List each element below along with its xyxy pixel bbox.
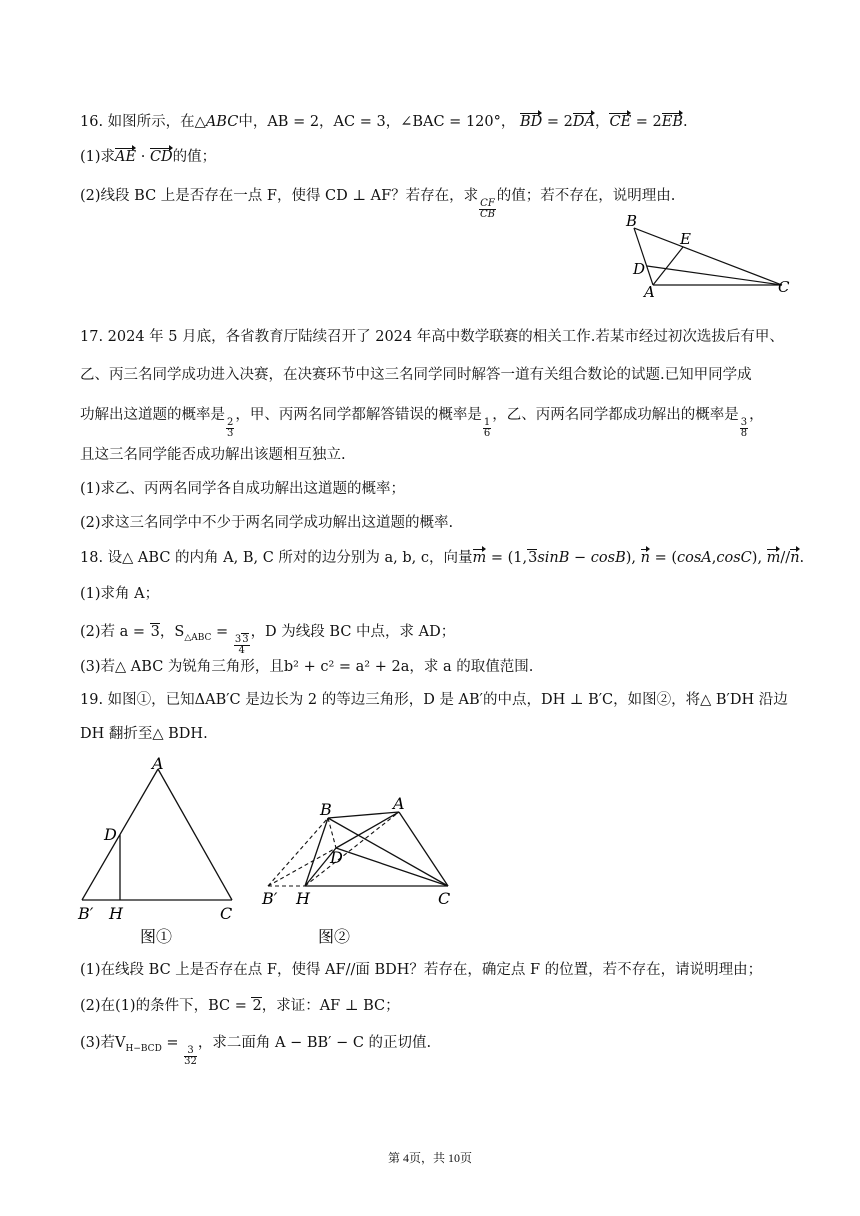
fig2-label-h: H (296, 889, 310, 908)
fig1-caption: 图① (140, 927, 173, 946)
q19-part2: (2)在(1)的条件下，BC = 2，求证：AF ⊥ BC； (80, 998, 400, 1014)
fig2-label-d: D (330, 848, 343, 867)
fig2-label-b1: B′ (262, 889, 278, 908)
q18-part2: (2)若 a = 3，$S_{\triangle ABC}$ = $\frac{33}{4}$ ，D 为线段 BC 中点，求 AD； (80, 624, 456, 656)
fig1-label-a: A (152, 754, 164, 773)
q16-fig-label-c: C (778, 278, 790, 296)
q17-part1: (1)求乙、丙两名同学各自成功解出这道题的概率； (80, 481, 406, 497)
fig1-label-d: D (104, 825, 117, 844)
q17-part2: (2)求这三名同学中不少于两名同学成功解出这道题的概率. (80, 515, 454, 531)
page-footer: 第 4页，共 10页 (387, 1151, 472, 1165)
q19-figure-1 (74, 752, 254, 952)
q16-fig-label-a: A (644, 283, 655, 301)
fig1-label-h: H (109, 904, 123, 923)
q16-stem: 16. 如图所示，在△ABC中，AB = 2，AC = 3，∠BAC = 120°， BD = 2DA，CE = 2EB. (80, 114, 688, 130)
q16-fig-label-e: E (680, 230, 691, 248)
q16-fig-label-d: D (633, 260, 646, 278)
q16-part2: (2)线段 BC 上是否存在一点 F，使得 CD ⊥ AF？若存在，求 $\frac{CF}{CB}$ 的值；若不存在，说明理由. (80, 188, 676, 220)
fig1-label-b1: B′ (78, 904, 94, 923)
fig2-label-b: B (320, 800, 332, 819)
q17-line4: 且这三名同学能否成功解出该题相互独立. (80, 447, 346, 463)
q19-line1: 19. 如图①，已知ΔAB′C 是边长为 2 的等边三角形，D 是 AB′的中点，DH ⊥ B′C，如图②，将△ B′DH 沿边 (80, 692, 788, 708)
fig2-label-a: A (393, 794, 405, 813)
fig1-label-c: C (220, 904, 233, 923)
q18-part3: (3)若△ ABC 为锐角三角形，且b² + c² = a² + 2a，求 a 的取值范围. (80, 659, 534, 675)
q17-line3: 功解出这道题的概率是 $\frac{2}{3}$ ，甲、丙两名同学都解答错误的概率是 $\frac{1}{6}$ ，乙、丙两名同学都成功解出的概率是 $\frac{3}{8}$ ， (80, 407, 764, 439)
q18-part1: (1)求角 A； (80, 586, 160, 602)
q19-figure-2 (256, 790, 466, 950)
q19-part1: (1)在线段 BC 上是否存在点 F，使得 AF//面 BDH？若存在，确定点 F 的位置，若不存在，请说明理由； (80, 962, 763, 978)
q17-line2: 乙、丙三名同学成功进入决赛，在决赛环节中这三名同学同时解答一道有关组合数论的试题.已知甲同学成 (80, 367, 752, 383)
q16-fig-label-b: B (626, 212, 638, 230)
fig2-label-c: C (438, 889, 451, 908)
q19-line2: DH 翻折至△ BDH. (80, 726, 208, 742)
q16-figure (620, 212, 800, 302)
q17-line1: 17. 2024 年 5 月底，各省教育厅陆续召开了 2024 年高中数学联赛的相关工作.若某市经过初次选拔后有甲、 (80, 329, 784, 345)
q19-part3: (3)若$V_{H-BCD}$ = $\frac{3}{32}$ ，求二面角 A − BB′ − C 的正切值. (80, 1035, 432, 1067)
q16-part1: (1)求AE · CD的值； (80, 149, 217, 165)
fig2-caption: 图② (318, 927, 351, 946)
q18-line1: 18. 设△ ABC 的内角 A, B, C 所对的边分别为 a, b, c，向量m = (1,3sinB − cosB), n = (cosA,cosC), m//n. (80, 550, 805, 566)
